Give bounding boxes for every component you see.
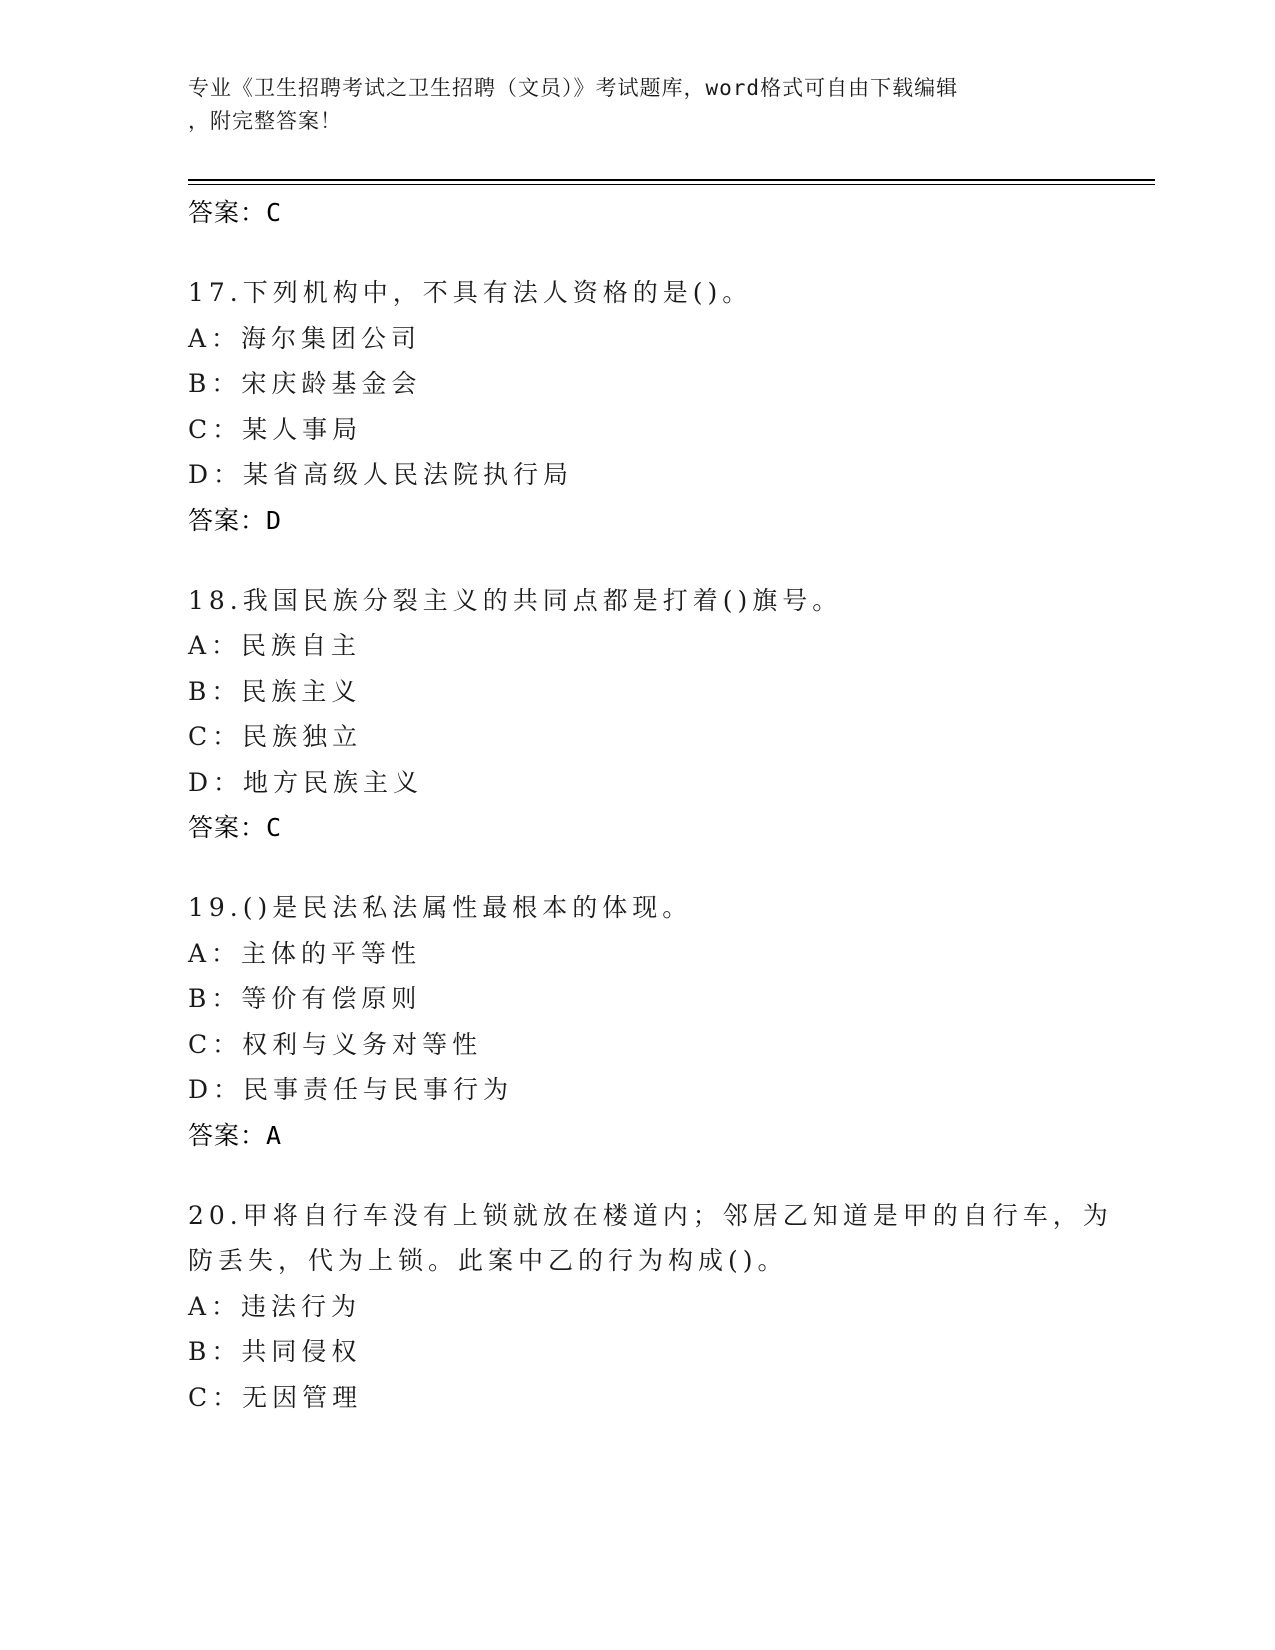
- header-line-2: ，附完整答案！: [188, 109, 342, 133]
- question-20: [188, 1193, 1113, 1421]
- answer-19: 答案：A: [188, 1120, 283, 1150]
- question-text: 17.下列机构中，不具有法人资格的是()。: [188, 278, 753, 307]
- header-line-1: 专业《卫生招聘考试之卫生招聘（文员）》考试题库，word格式可自由下载编辑: [188, 76, 959, 100]
- answer-prev: 答案：C: [188, 198, 283, 227]
- document-header: [188, 72, 1068, 138]
- question-text: 19.()是民法私法属性最根本的体现。: [188, 893, 693, 922]
- option-c: C：无因管理: [188, 1382, 363, 1412]
- option-c: C：某人事局: [188, 414, 363, 444]
- option-b: B：宋庆龄基金会: [188, 369, 422, 398]
- question-text-line-2: 防丢失，代为上锁。此案中乙的行为构成()。: [188, 1246, 788, 1275]
- question-list: [188, 190, 1113, 1420]
- question-17: [188, 270, 1088, 544]
- option-a: A：海尔集团公司: [188, 323, 422, 353]
- option-b: B：共同侵权: [188, 1337, 362, 1366]
- option-a: A：主体的平等性: [188, 938, 422, 968]
- option-c: C：民族独立: [188, 722, 363, 751]
- option-d: D：民事责任与民事行为: [188, 1075, 514, 1104]
- header-rule-thick: [188, 179, 1155, 181]
- answer-18: 答案：C: [188, 813, 283, 842]
- option-c: C：权利与义务对等性: [188, 1029, 483, 1059]
- option-d: D：地方民族主义: [188, 767, 424, 797]
- option-d: D：某省高级人民法院执行局: [188, 460, 574, 489]
- option-b: B：等价有偿原则: [188, 984, 422, 1013]
- question-text-line-1: 20.甲将自行车没有上锁就放在楼道内；邻居乙知道是甲的自行车，为: [188, 1200, 1113, 1230]
- option-a: A：违法行为: [188, 1291, 362, 1321]
- answer-17: 答案：D: [188, 505, 283, 535]
- question-text: 18.我国民族分裂主义的共同点都是打着()旗号。: [188, 585, 843, 615]
- question-19: [188, 885, 1088, 1159]
- option-b: B：民族主义: [188, 676, 362, 706]
- option-a: A：民族自主: [188, 631, 362, 660]
- question-18: [188, 578, 1088, 852]
- header-rule-thin: [188, 184, 1155, 185]
